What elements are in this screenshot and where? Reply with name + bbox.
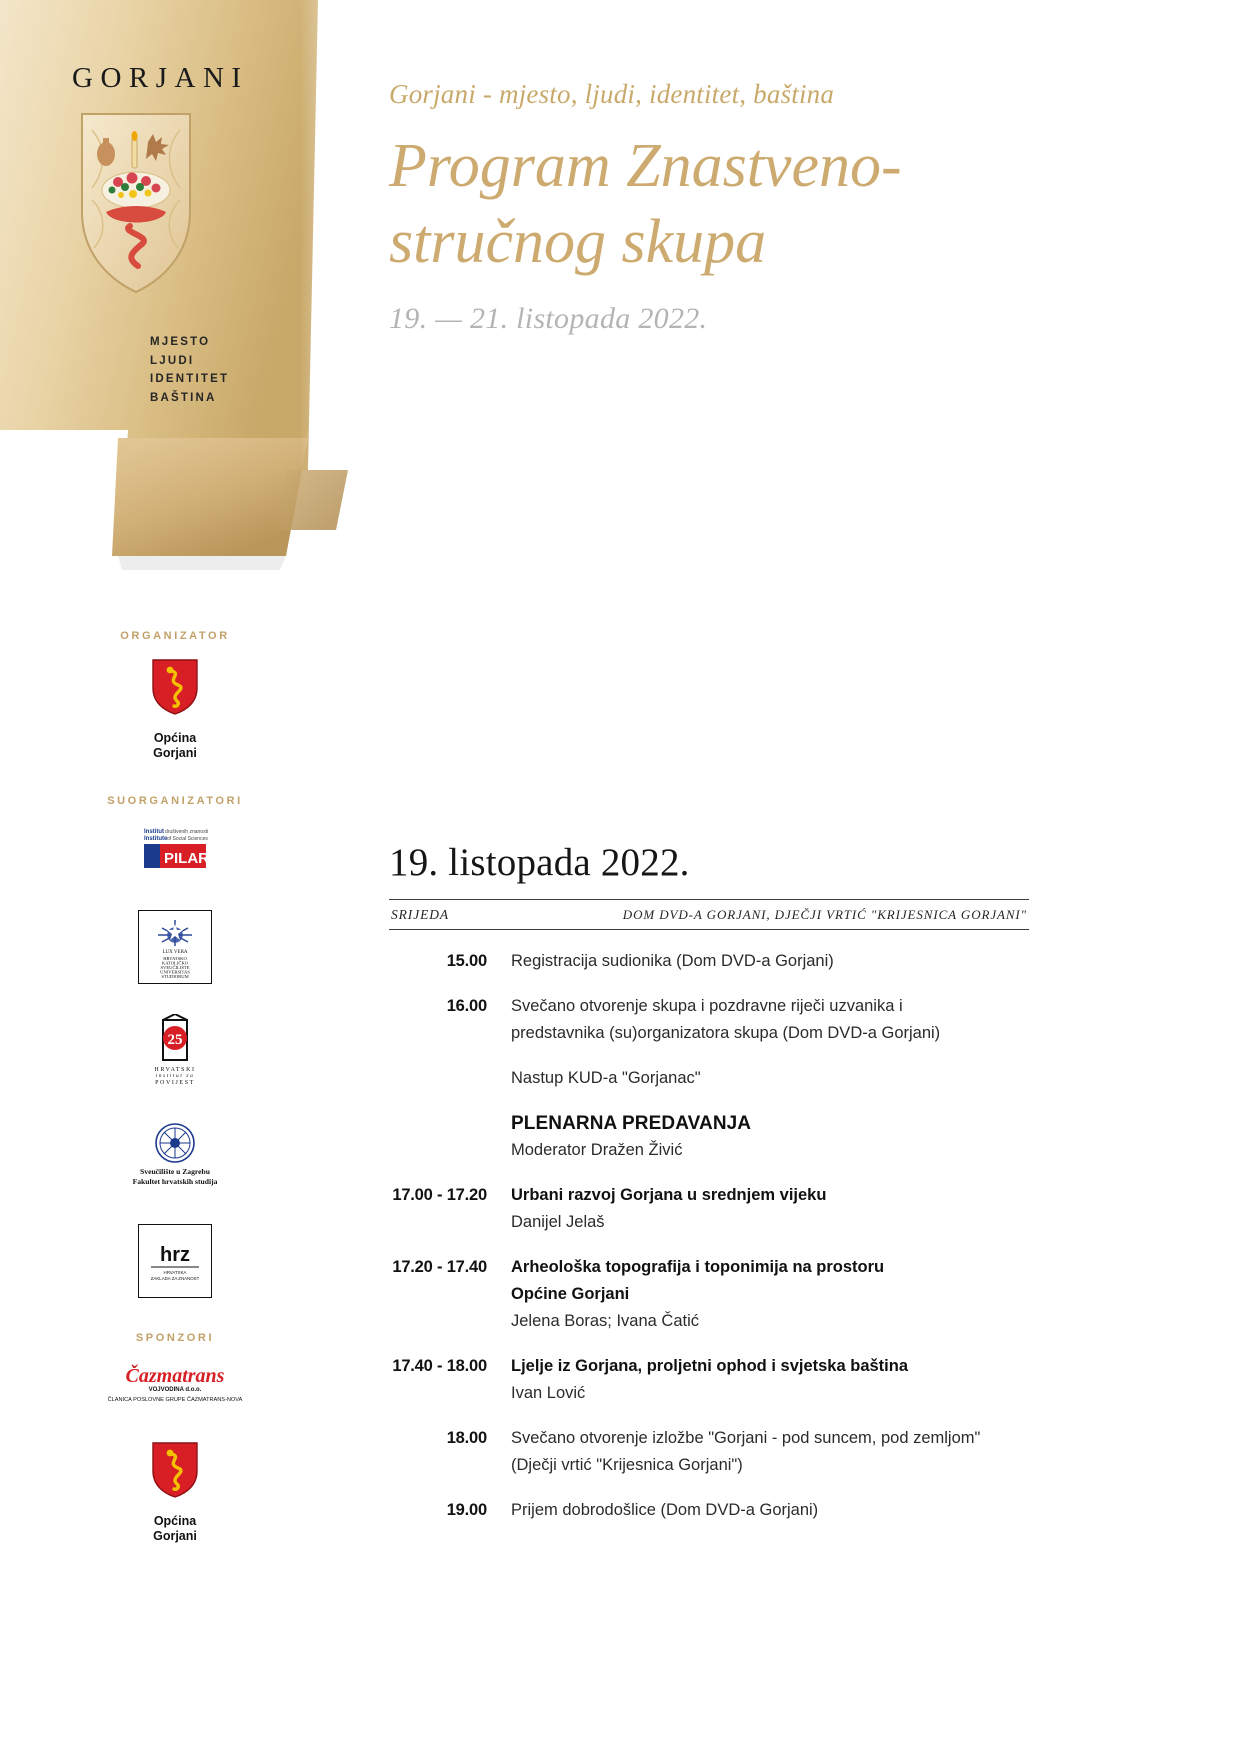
page-title-line-2: stručnog skupa xyxy=(389,208,767,276)
svg-text:LUX VERA: LUX VERA xyxy=(162,950,188,955)
schedule-row-body xyxy=(511,1353,1029,1407)
schedule-talk-title: Urbani razvoj Gorjana u srednjem vijeku xyxy=(511,1186,827,1204)
header-kicker: Gorjani - mjesto, ljudi, identitet, baština xyxy=(389,79,835,109)
hip-logo-icon xyxy=(60,1014,290,1091)
caption-line-1b: Općina xyxy=(153,1514,197,1528)
schedule-row-time: 15.00 xyxy=(446,952,487,970)
schedule-row-body xyxy=(511,1065,1029,1092)
cazmatrans-logo-icon xyxy=(60,1360,290,1411)
schedule-row xyxy=(389,993,1029,1047)
svg-text:društvenih znanosti: društvenih znanosti xyxy=(165,829,209,835)
pilar-logo-icon xyxy=(60,823,290,880)
svg-text:ČLANICA POSLOVNE GRUPE ČAZMATR: ČLANICA POSLOVNE GRUPE ČAZMATRANS-NOVA xyxy=(107,1397,243,1403)
svg-text:HRVATSKO: HRVATSKO xyxy=(163,956,187,961)
schedule-row-body xyxy=(511,948,1029,975)
schedule-venue: DOM DVD-A GORJANI, DJEČJI VRTIĆ "KRIJESNICA GORJANI" xyxy=(622,907,1027,922)
schedule-text: Prijem dobrodošlice (Dom DVD-a Gorjani) xyxy=(511,1501,819,1519)
schedule-row xyxy=(389,1065,1029,1092)
logo-cazmatrans xyxy=(60,1360,290,1411)
schedule-talk-title: Općine Gorjani xyxy=(511,1285,630,1303)
schedule-row-body xyxy=(511,993,1029,1047)
caption-line-2: Gorjani xyxy=(153,746,197,760)
schedule-weekday: SRIJEDA xyxy=(391,907,450,922)
logo-hrvatski-institut-za-povijest xyxy=(60,1014,290,1091)
logo-opcina-gorjani-sponzor xyxy=(60,1441,290,1544)
sidebar-label-suorganizatori: SUORGANIZATORI xyxy=(107,795,243,807)
brand-tagline-line-3: IDENTITET xyxy=(150,373,230,385)
schedule-row-time: 16.00 xyxy=(446,997,487,1015)
schedule-text: Registracija sudionika (Dom DVD-a Gorjani) xyxy=(511,952,834,970)
fhs-logo-icon xyxy=(60,1121,290,1194)
schedule-row-time: 18.00 xyxy=(446,1429,487,1447)
svg-text:institut za: institut za xyxy=(155,1073,195,1079)
brand-tagline-line-1: MJESTO xyxy=(150,336,211,348)
svg-text:VOJVODINA d.o.o.: VOJVODINA d.o.o. xyxy=(148,1387,202,1393)
schedule-section-heading: PLENARNA PREDAVANJA xyxy=(511,1113,752,1134)
brand-wordmark: GORJANI xyxy=(72,62,249,94)
svg-text:POVIJEST: POVIJEST xyxy=(155,1080,195,1086)
logo-hrz xyxy=(60,1224,290,1298)
svg-text:HRVATSKA: HRVATSKA xyxy=(163,1270,187,1275)
opcina-gorjani-crest-icon-2 xyxy=(60,1441,290,1504)
svg-text:PILAR: PILAR xyxy=(164,850,209,867)
schedule-talk-title: Ljelje iz Gorjana, proljetni ophod i svjetska baština xyxy=(511,1357,909,1375)
schedule-row xyxy=(389,1353,1029,1407)
page-title xyxy=(389,128,1089,280)
schedule-text: Danijel Jelaš xyxy=(511,1213,605,1231)
caption-line-2b: Gorjani xyxy=(153,1529,197,1543)
svg-text:hrz: hrz xyxy=(160,1244,190,1266)
svg-text:Institute: Institute xyxy=(144,836,168,842)
schedule-text: Jelena Boras; Ivana Čatić xyxy=(511,1312,700,1330)
sidebar-label-organizator: ORGANIZATOR xyxy=(120,630,230,642)
schedule-row xyxy=(389,1254,1029,1335)
schedule-row-body xyxy=(511,1182,1029,1236)
svg-text:Čazmatrans: Čazmatrans xyxy=(125,1365,225,1387)
svg-text:SVEUČILIŠTE: SVEUČILIŠTE xyxy=(160,965,190,970)
logo-hrvatsko-katolicko-sveuciliste xyxy=(60,910,290,984)
gorjani-coat-of-arms-large xyxy=(76,108,196,298)
schedule-row xyxy=(389,1425,1029,1479)
svg-text:STUDIORUM: STUDIORUM xyxy=(161,974,189,979)
schedule-rows xyxy=(389,948,1029,1524)
header-dates: 19. — 21. listopada 2022. xyxy=(389,302,708,335)
schedule-text: Moderator Dražen Živić xyxy=(511,1141,683,1159)
schedule-row-time: 19.00 xyxy=(446,1501,487,1519)
schedule-text: predstavnika (su)organizatora skupa (Dom DVD-a Gorjani) xyxy=(511,1024,941,1042)
schedule-day-title: 19. listopada 2022. xyxy=(389,841,690,884)
schedule-row xyxy=(389,948,1029,975)
schedule-talk-title: Arheološka topografija i toponimija na prostoru xyxy=(511,1258,885,1276)
schedule-row-time: 17.20 - 17.40 xyxy=(392,1258,487,1276)
schedule-text: Svečano otvorenje izložbe "Gorjani - pod suncem, pod zemljom" xyxy=(511,1429,981,1447)
schedule-text: Ivan Lović xyxy=(511,1384,586,1402)
brand-tagline-line-2: LJUDI xyxy=(150,354,195,367)
svg-text:KATOLIČKO: KATOLIČKO xyxy=(161,960,189,966)
schedule-text: Nastup KUD-a "Gorjanac" xyxy=(511,1069,701,1087)
logo-caption-opcina-gorjani xyxy=(60,731,290,761)
poster-header xyxy=(389,74,1089,336)
logo-opcina-gorjani-organizator xyxy=(60,658,290,761)
schedule-text: (Dječji vrtić "Krijesnica Gorjani") xyxy=(511,1456,743,1474)
caption-line-1: Općina xyxy=(153,731,197,745)
schedule-row xyxy=(389,1182,1029,1236)
schedule-text: Svečano otvorenje skupa i pozdravne riječi uzvanika i xyxy=(511,997,903,1015)
hrz-logo-icon xyxy=(138,1224,212,1298)
logo-caption-opcina-gorjani-2 xyxy=(60,1514,290,1544)
sidebar-label-sponzori: SPONZORI xyxy=(135,1332,215,1344)
schedule-row-body xyxy=(511,1497,1029,1524)
schedule-row-time: 17.00 - 17.20 xyxy=(392,1186,487,1204)
schedule-section xyxy=(389,840,1029,1542)
opcina-gorjani-crest-icon xyxy=(60,658,290,721)
svg-text:HRVATSKI: HRVATSKI xyxy=(154,1067,196,1073)
svg-text:Institut: Institut xyxy=(144,829,164,835)
schedule-row-body xyxy=(511,1254,1029,1335)
svg-text:Fakultet hrvatskih studija: Fakultet hrvatskih studija xyxy=(132,1177,218,1186)
schedule-row xyxy=(389,1497,1029,1524)
svg-text:ZAKLADA ZA ZNANOST: ZAKLADA ZA ZNANOST xyxy=(150,1276,200,1281)
sponsor-sidebar xyxy=(60,630,290,1574)
logo-fakultet-hrvatskih-studija xyxy=(60,1121,290,1194)
schedule-row-body xyxy=(511,1110,1029,1164)
schedule-row xyxy=(389,1110,1029,1164)
svg-text:25: 25 xyxy=(167,1032,183,1048)
schedule-row-time: 17.40 - 18.00 xyxy=(392,1357,487,1375)
schedule-row-body xyxy=(511,1425,1029,1479)
svg-text:Sveučilište u Zagrebu: Sveučilište u Zagrebu xyxy=(140,1167,210,1176)
hku-logo-icon xyxy=(138,910,212,984)
schedule-table-header xyxy=(389,899,1029,930)
svg-text:UNIVERSITAS: UNIVERSITAS xyxy=(160,969,190,975)
brand-tagline-line-4: BAŠTINA xyxy=(150,391,217,404)
brand-tagline xyxy=(150,333,229,407)
page-title-line-1: Program Znastveno- xyxy=(389,132,902,200)
svg-text:of Social Sciences: of Social Sciences xyxy=(167,836,208,842)
logo-institut-pilar xyxy=(60,823,290,880)
